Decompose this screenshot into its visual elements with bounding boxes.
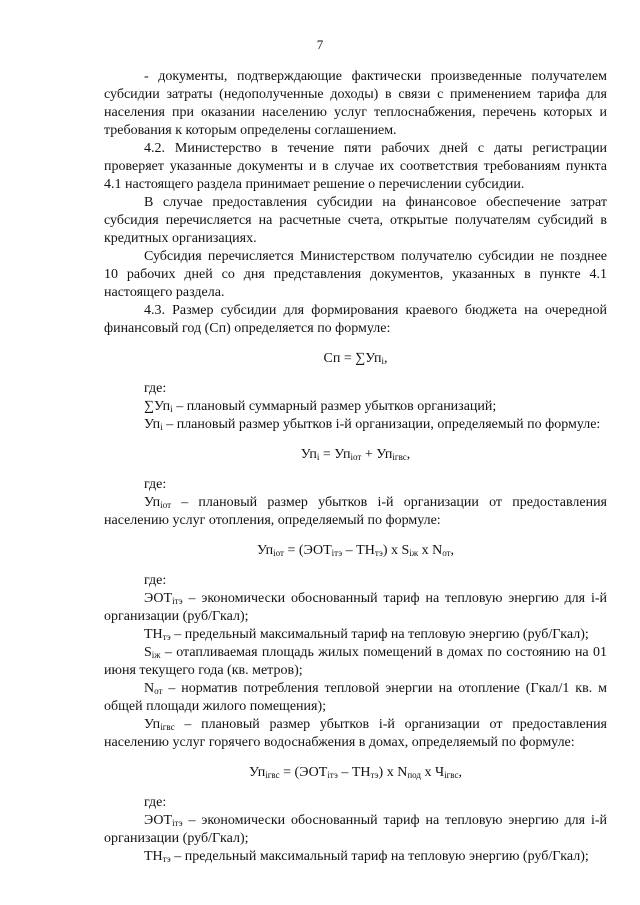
paragraph-financial-provision: В случае предоставления субсидии на финансовое обеспечение затрат субсидия перечисляется на расчетные счета, открытые получателям субсидий в кредитных организациях. <box>104 195 607 246</box>
definition-tn: $ТН_{тэ}$ – предельный максимальный тариф на тепловую энергию (руб/Гкал); <box>144 627 589 642</box>
where-label: где: <box>144 573 167 588</box>
paragraph-4-2: 4.2. Министерство в течение пяти рабочих дней с даты регистрации проверяет указанные документы и в случае их соответствия требованиям пункта 4.1 настоящего раздела принимает решение о перечислении субсидии. <box>104 141 607 192</box>
paragraph-4-3: 4.3. Размер субсидии для формирования краевого бюджета на очередной финансовый год (Сп) определяется по формуле: <box>104 303 607 336</box>
formula-up-i: $Уп_i = Уп_{iот} + Уп_{iгвс}$, <box>300 447 411 462</box>
formula-cp: Сп = $\sum Уп_i$, <box>323 351 388 366</box>
definition-up-iot: $Уп_{iот}$ – плановый размер убытков i-й организации от предоставления населению услуг отопления, определяемый по формуле: <box>104 495 607 528</box>
definition-tn-2: $ТН_{тэ}$ – предельный максимальный тариф на тепловую энергию (руб/Гкал); <box>144 849 589 864</box>
formula-up-igvs: $Уп_{iгвс} = (ЭОТ_{iтэ} - ТН_{тэ})$ х $N_{под}$ х $Ч_{iгвс}$, <box>249 765 462 780</box>
where-label: где: <box>144 477 167 492</box>
document-body <box>104 68 607 866</box>
formula-up-iot: $Уп_{iот} = (ЭОТ_{iтэ} - ТН_{тэ})$ х $S_{iж}$ х $N_{от}$, <box>256 543 455 558</box>
page-number: 7 <box>316 37 324 52</box>
definition-s: $S_{iж}$ – отапливаемая площадь жилых помещений в домах по состоянию на 01 июня текущего года (кв. метров); <box>104 645 607 678</box>
paragraph-transfer-term: Субсидия перечисляется Министерством получателю субсидии не позднее 10 рабочих дней со дня представления документов, указанных в пункте 4.1 настоящего раздела. <box>104 249 607 300</box>
where-label: где: <box>144 795 167 810</box>
definition-up-i: $Уп_i$ – плановый размер убытков i-й организации, определяемый по формуле: <box>144 417 601 432</box>
definition-eot-2: $ЭОТ_{iтэ}$ – экономически обоснованный тариф на тепловую энергию для i-й организации (руб/Гкал); <box>104 813 607 846</box>
definition-eot: $ЭОТ_{iтэ}$ – экономически обоснованный тариф на тепловую энергию для i-й организации (руб/Гкал); <box>104 591 607 624</box>
where-label: где: <box>144 381 167 396</box>
definition-n-ot: $N_{от}$ – норматив потребления тепловой энергии на отопление (Гкал/1 кв. м общей площади жилого помещения); <box>104 681 607 714</box>
paragraph-documents: - документы, подтверждающие фактически произведенные получателем субсидии затраты (недополученные доходы) в связи с применением тарифа для населения при оказании населению услуг теплоснабжения, перечень которых и требования к которым определены соглашением. <box>104 69 607 138</box>
definition-up-igvs: $Уп_{iгвс}$ – плановый размер убытков i-й организации от предоставления населению услуг горячего водоснабжения в домах, определяемый по формуле: <box>104 717 607 750</box>
definition-sum-up: $\sum Уп_i$ – плановый суммарный размер убытков организаций; <box>144 399 497 414</box>
